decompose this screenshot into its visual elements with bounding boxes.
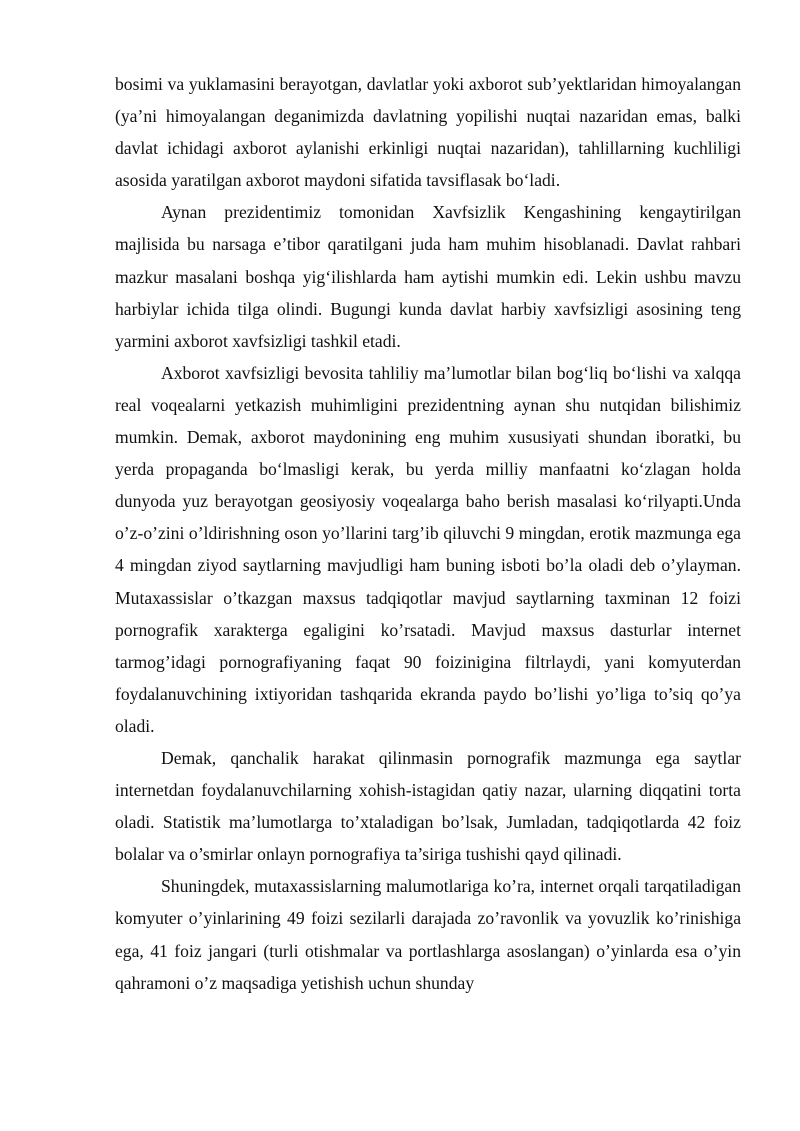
paragraph-4: Demak, qanchalik harakat qilinmasin pornografik mazmunga ega saytlar internetdan foydalanuvchilarning xohish-istagidan qatiy nazar, ularning diqqatini torta oladi. Statistik ma’lumotlarga to’xtaladigan bo’lsak, Jumladan, tadqiqotlarda 42 foiz bolalar va o’smirlar onlayn pornografiya ta’siriga tushishi qayd qilinadi. <box>115 747 741 865</box>
paragraph-1: bosimi va yuklamasini berayotgan, davlatlar yoki axborot sub’yektlaridan himoyalangan (ya’ni himoyalangan deganimizda davlatning yopilishi nuqtai nazaridan emas, balki davlat ichidagi axborot aylanishi erkinligi nuqtai nazaridan), tahlillarning kuchliligi asosida yaratilgan axborot maydoni sifatida tavsiflasak bo‘ladi. <box>115 74 741 191</box>
document-page <box>115 68 741 999</box>
paragraph-3: Axborot xavfsizligi bevosita tahliliy ma’lumotlar bilan bog‘liq bo‘lishi va xalqqa real voqealarni yetkazish muhimligini prezidentning aynan shu nutqidan bilishimiz mumkin. Demak, axborot maydonining eng muhim xususiyati shundan iboratki, bu yerda propaganda bo‘lmasligi kerak, bu yerda milliy manfaatni ko‘zlagan holda dunyoda yuz berayotgan geosiyosiy voqealarga baho berish masalasi ko‘rilyapti.Unda o’z-o’zini o’ldirishning oson yo’llarini targ’ib qiluvchi 9 mingdan, erotik mazmunga ega 4 mingdan ziyod saytlarning mavjudligi ham buning isboti bo’la oladi deb o’ylayman. Mutaxassislar o’tkazgan maxsus tadqiqotlar mavjud saytlarning taxminan 12 foizi pornografik xarakterga egaligini ko’rsatadi. Mavjud maxsus dasturlar internet tarmog’idagi pornografiyaning faqat 90 foizinigina filtrlaydi, yani komyuterdan foydalanuvchining ixtiyoridan tashqarida ekranda paydo bo’lishi yo’liga to’siq qo’ya oladi. <box>115 362 741 736</box>
paragraph-2: Aynan prezidentimiz tomonidan Xavfsizlik Kengashining kengaytirilgan majlisida bu narsaga e’tibor qaratilgani juda ham muhim hisoblanadi. Davlat rahbari mazkur masalani boshqa yig‘ilishlarda ham aytishi mumkin edi. Lekin ushbu mavzu harbiylar ichida tilga olindi. Bugungi kunda davlat harbiy xavfsizligi asosining teng yarmini axborot xavfsizligi tashkil etadi. <box>115 202 741 351</box>
paragraph-5: Shuningdek, mutaxassislarning malumotlariga ko’ra, internet orqali tarqatiladigan komyuter o’yinlarining 49 foizi sezilarli darajada zo’ravonlik va yovuzlik ko’rinishiga ega, 41 foiz jangari (turli otishmalar va portlashlarga asoslangan) o’yinlarda esa o’yin qahramoni o’z maqsadiga yetishish uchun shunday <box>115 876 741 993</box>
